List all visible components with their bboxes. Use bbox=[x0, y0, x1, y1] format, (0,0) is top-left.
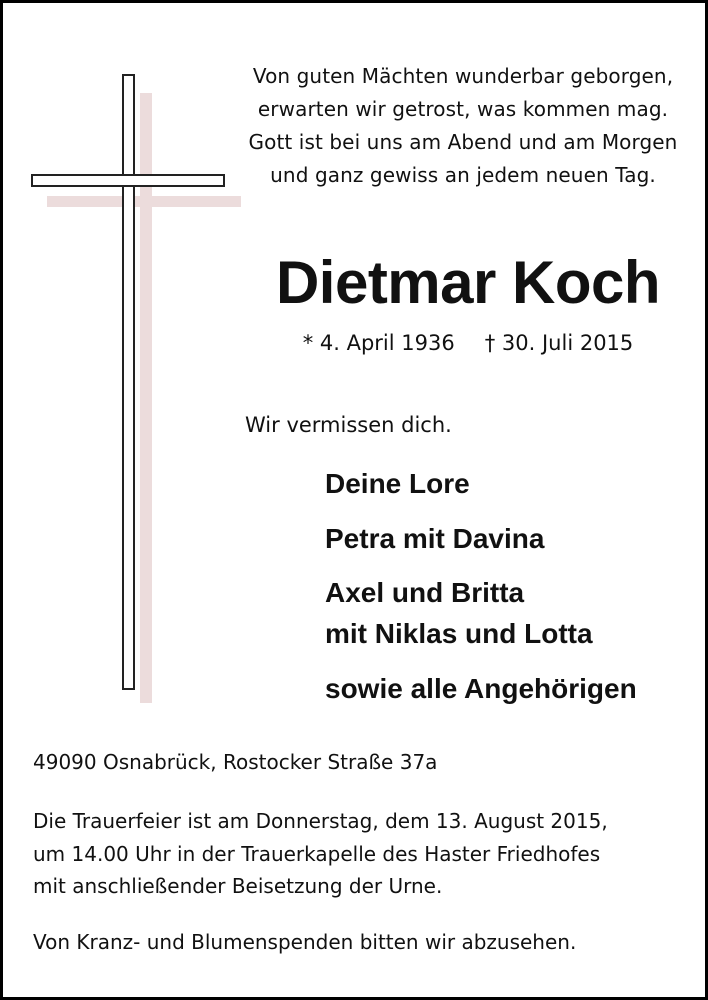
deceased-name: Dietmar Koch bbox=[275, 249, 661, 316]
poem-line: und ganz gewiss an jedem neuen Tag. bbox=[270, 163, 656, 187]
signature-line: Petra mit Davina bbox=[325, 523, 545, 554]
farewell-text: Wir vermissen dich. bbox=[245, 413, 452, 437]
death-date: † 30. Juli 2015 bbox=[484, 331, 634, 355]
poem-line: Von guten Mächten wunderbar geborgen, bbox=[252, 64, 674, 88]
signature-line: mit Niklas und Lotta bbox=[325, 618, 593, 649]
signature-line: Deine Lore bbox=[325, 468, 470, 499]
funeral-info-line: um 14.00 Uhr in der Trauerkapelle des Haster Friedhofes bbox=[33, 842, 601, 866]
poem bbox=[233, 60, 693, 192]
birth-date: * 4. April 1936 bbox=[302, 331, 455, 355]
closing-note: Von Kranz- und Blumenspenden bitten wir abzusehen. bbox=[33, 930, 577, 954]
poem-line: erwarten wir getrost, was kommen mag. bbox=[257, 97, 669, 121]
address: 49090 Osnabrück, Rostocker Straße 37a bbox=[33, 750, 438, 774]
life-dates bbox=[273, 325, 663, 361]
funeral-info-line: mit anschließender Beisetzung der Urne. bbox=[33, 874, 443, 898]
cross-outline bbox=[32, 75, 224, 689]
poem-line: Gott ist bei uns am Abend und am Morgen bbox=[248, 130, 678, 154]
funeral-info-line: Die Trauerfeier ist am Donnerstag, dem 13. August 2015, bbox=[33, 809, 608, 833]
signature-line: sowie alle Angehörigen bbox=[325, 673, 637, 704]
signature-line: Axel und Britta bbox=[325, 577, 525, 608]
